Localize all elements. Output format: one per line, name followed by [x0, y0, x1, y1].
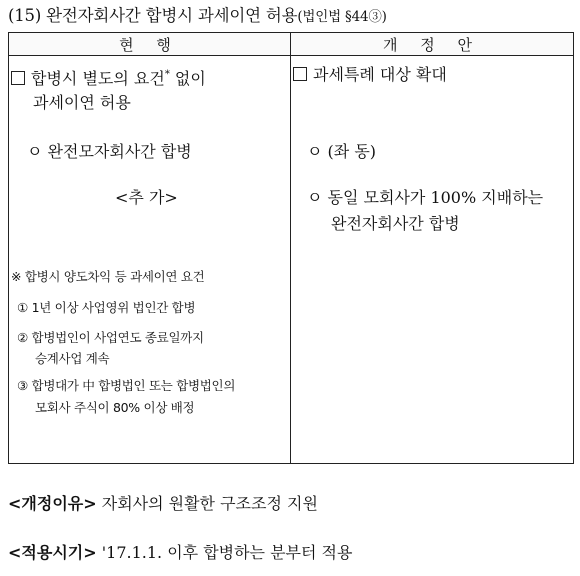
title-legal-reference: (법인법 §44③): [297, 9, 387, 25]
revised-bullet-same: ㅇ (좌 동): [307, 142, 377, 161]
effective-date-line: [8, 540, 352, 563]
revised-bullet-new-cont: 완전자회사간 합병: [331, 214, 460, 233]
revised-box-item: 과세특례 대상 확대: [293, 62, 447, 88]
title-main: (15) 완전자회사간 합병시 과세이연 허용: [8, 6, 298, 25]
current-bullet: ㅇ 완전모자회사간 합병: [27, 142, 192, 161]
header-current: 현 행: [9, 33, 291, 56]
revised-column: [291, 56, 574, 464]
current-added-note: <추 가>: [115, 188, 178, 207]
requirement-2: ② 합병법인이 사업연도 종료일까지: [17, 330, 204, 345]
requirement-3: ③ 합병대가 中 합병법인 또는 합병법인의: [17, 378, 236, 393]
current-box-item-line2: 과세이연 허용: [33, 93, 131, 112]
current-column: [9, 56, 291, 464]
table-header-row: [9, 33, 574, 56]
checkbox-icon: [293, 67, 307, 81]
header-revised: 개 정 안: [291, 33, 574, 56]
requirement-3-cont: 모회사 주식이 80% 이상 배정: [35, 400, 195, 415]
timing-text: '17.1.1. 이후 합병하는 분부터 적용: [101, 543, 353, 562]
revised-bullet-new: ㅇ 동일 모회사가 100% 지배하는: [307, 188, 544, 207]
checkbox-icon: [11, 71, 25, 85]
requirements-note: ※ 합병시 양도차익 등 과세이연 요건: [11, 269, 205, 284]
table-body-row: [9, 56, 574, 464]
current-box-item: 합병시 별도의 요건* 없이: [11, 62, 206, 92]
timing-label: <적용시기>: [8, 543, 97, 562]
requirement-2-cont: 승계사업 계속: [35, 351, 110, 366]
comparison-table: [8, 32, 574, 464]
reason-line: [8, 491, 318, 514]
section-title: [8, 2, 387, 26]
reason-text: 자회사의 원활한 구조조정 지원: [101, 494, 318, 513]
reason-label: <개정이유>: [8, 494, 97, 513]
requirement-1: ① 1년 이상 사업영위 법인간 합병: [17, 300, 196, 315]
